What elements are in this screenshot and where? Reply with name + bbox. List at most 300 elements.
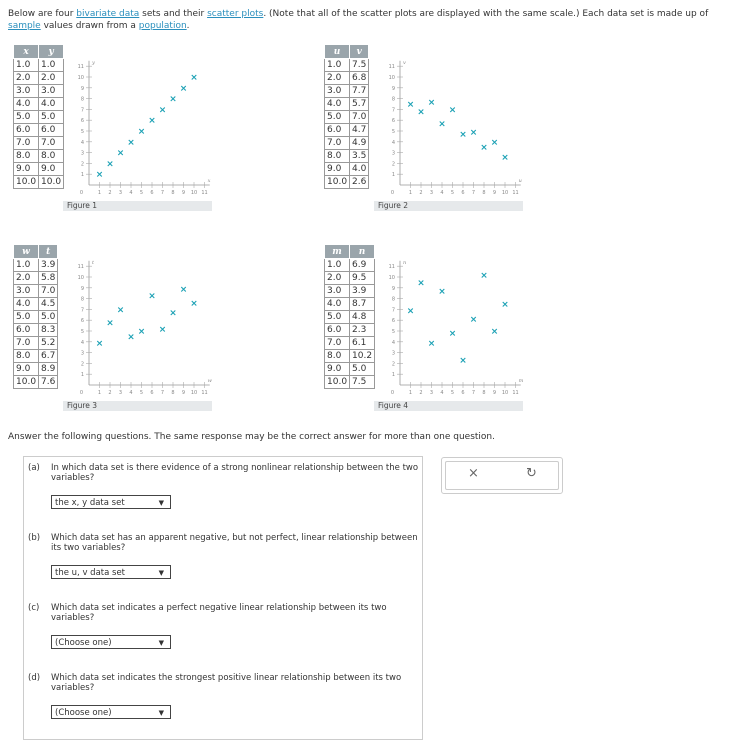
table-cell: 10.2 bbox=[350, 350, 375, 363]
y-tick-label: 9 bbox=[80, 285, 84, 292]
table-cell: 5.7 bbox=[350, 98, 369, 111]
x-tick-label: 6 bbox=[150, 190, 154, 196]
x-tick-label: 8 bbox=[171, 190, 175, 196]
table-cell: 8.0 bbox=[14, 350, 39, 363]
table-cell: 3.9 bbox=[39, 259, 58, 272]
x-tick-label: 2 bbox=[419, 390, 423, 396]
table-row bbox=[14, 72, 64, 85]
table-cell: 10.0 bbox=[325, 176, 350, 189]
data-point: × bbox=[127, 137, 135, 148]
data-point: × bbox=[427, 97, 436, 108]
x-tick-label: 7 bbox=[471, 390, 476, 396]
column-header-x: w bbox=[14, 245, 39, 259]
data-point: × bbox=[459, 356, 467, 367]
table-cell: 9.0 bbox=[14, 363, 39, 376]
y-tick-label: 11 bbox=[388, 64, 395, 71]
y-tick-label: 3 bbox=[391, 350, 395, 357]
y-tick-label: 10 bbox=[77, 75, 84, 81]
question-text: Which data set indicates a perfect negative linear relationship between its two variables? bbox=[51, 603, 387, 623]
data-point: × bbox=[95, 338, 104, 349]
table-row bbox=[14, 124, 64, 137]
data-point: × bbox=[106, 159, 114, 170]
y-tick-label: 4 bbox=[80, 139, 84, 146]
table-cell: 6.0 bbox=[14, 324, 39, 337]
x-tick-label: 8 bbox=[482, 390, 486, 396]
y-tick-label: 3 bbox=[80, 350, 84, 357]
dataset-4 bbox=[324, 244, 524, 410]
y-tick-label: 11 bbox=[77, 264, 84, 271]
data-point: × bbox=[106, 318, 114, 329]
data-point: × bbox=[417, 107, 425, 118]
data-point: × bbox=[190, 73, 198, 83]
table-cell: 2.0 bbox=[325, 272, 350, 285]
data-point: × bbox=[490, 327, 499, 337]
x-tick-label: 8 bbox=[171, 390, 175, 396]
y-tick-label: 8 bbox=[391, 96, 395, 103]
x-tick-label: 4 bbox=[129, 390, 133, 396]
table-cell: 1.0 bbox=[325, 259, 350, 272]
clear-icon[interactable]: × bbox=[468, 466, 479, 481]
question-text: Which data set has an apparent negative, but not perfect, linear relationship between its two variables? bbox=[51, 533, 418, 553]
data-point: × bbox=[179, 284, 188, 295]
question-label: (a) bbox=[28, 463, 40, 473]
action-panel-inner bbox=[445, 461, 559, 490]
table-row bbox=[325, 337, 375, 350]
table-cell: 10.0 bbox=[325, 376, 350, 389]
data-table bbox=[324, 244, 375, 389]
x-tick-label: 9 bbox=[181, 190, 186, 196]
table-cell: 9.0 bbox=[325, 363, 350, 376]
table-cell: 4.0 bbox=[14, 98, 39, 111]
data-point: × bbox=[158, 324, 167, 335]
x-tick-label: 6 bbox=[461, 190, 465, 196]
table-cell: 3.0 bbox=[325, 285, 350, 298]
table-row bbox=[325, 259, 375, 272]
table-cell: 9.0 bbox=[325, 163, 350, 176]
table-cell: 7.0 bbox=[325, 137, 350, 150]
y-tick-label: 9 bbox=[391, 85, 395, 92]
y-tick-label: 8 bbox=[391, 296, 395, 303]
data-point: × bbox=[148, 291, 156, 302]
question-label: (c) bbox=[28, 603, 40, 613]
data-point: × bbox=[148, 116, 156, 127]
table-row bbox=[325, 59, 369, 72]
y-tick-label: 11 bbox=[388, 264, 395, 271]
table-cell: 6.0 bbox=[39, 124, 64, 137]
table-cell: 4.9 bbox=[350, 137, 369, 150]
figure-caption: Figure 2 bbox=[374, 201, 523, 211]
table-row bbox=[325, 98, 369, 111]
answer-select-b[interactable] bbox=[51, 565, 171, 579]
table-cell: 1.0 bbox=[14, 59, 39, 72]
scatter-plot bbox=[71, 252, 211, 397]
column-header-x: m bbox=[325, 245, 350, 259]
table-row bbox=[325, 324, 375, 337]
column-header-y: n bbox=[350, 245, 375, 259]
y-tick-label: 2 bbox=[391, 161, 395, 168]
table-row bbox=[14, 337, 58, 350]
data-point: × bbox=[459, 130, 467, 141]
table-cell: 2.0 bbox=[39, 72, 64, 85]
table-cell: 7.6 bbox=[39, 376, 58, 389]
x-tick-label: 2 bbox=[108, 190, 112, 196]
y-tick-label: 8 bbox=[80, 296, 84, 303]
y-tick-label: 7 bbox=[391, 107, 395, 114]
table-cell: 5.0 bbox=[14, 311, 39, 324]
table-cell: 9.0 bbox=[14, 163, 39, 176]
dataset-3 bbox=[13, 244, 212, 410]
x-tick-label: 10 bbox=[190, 190, 198, 196]
table-row bbox=[14, 163, 64, 176]
x-tick-label: 11 bbox=[201, 390, 208, 396]
table-cell: 7.5 bbox=[350, 376, 375, 389]
table-cell: 5.2 bbox=[39, 337, 58, 350]
scatter-plot bbox=[382, 52, 522, 197]
y-tick-label: 1 bbox=[391, 172, 395, 179]
table-cell: 3.0 bbox=[325, 85, 350, 98]
data-point: × bbox=[469, 315, 478, 326]
x-tick-label: 11 bbox=[512, 190, 519, 196]
y-tick-label: 10 bbox=[77, 275, 84, 281]
table-cell: 4.0 bbox=[325, 298, 350, 311]
y-tick-label: 9 bbox=[80, 85, 84, 92]
x-tick-label: 1 bbox=[408, 390, 413, 396]
table-cell: 6.9 bbox=[350, 259, 375, 272]
table-cell: 10.0 bbox=[14, 376, 39, 389]
y-tick-label: 6 bbox=[80, 318, 84, 325]
table-row bbox=[14, 272, 58, 285]
table-cell: 4.0 bbox=[14, 298, 39, 311]
data-point: × bbox=[469, 128, 478, 139]
table-cell: 6.0 bbox=[14, 124, 39, 137]
table-row bbox=[325, 137, 369, 150]
question-text: Which data set indicates the strongest positive linear relationship between its two variables? bbox=[51, 673, 402, 693]
table-cell: 6.0 bbox=[325, 124, 350, 137]
x-tick-label: 1 bbox=[408, 190, 413, 196]
y-tick-label: 4 bbox=[391, 139, 395, 146]
x-tick-label: 7 bbox=[160, 390, 165, 396]
x-tick-label: 4 bbox=[440, 190, 444, 196]
y-tick-label: 3 bbox=[80, 150, 84, 157]
x-tick-label: 3 bbox=[429, 190, 434, 196]
question-text: In which data set is there evidence of a strong nonlinear relationship between the two variables? bbox=[51, 463, 419, 483]
y-tick-label: 7 bbox=[80, 107, 84, 114]
table-row bbox=[14, 376, 58, 389]
x-tick-label: 10 bbox=[501, 190, 509, 196]
table-row bbox=[14, 363, 58, 376]
y-tick-label: 5 bbox=[391, 329, 395, 335]
table-cell: 2.0 bbox=[325, 72, 350, 85]
y-tick-label: 1 bbox=[391, 372, 395, 379]
table-cell: 6.1 bbox=[350, 337, 375, 350]
table-cell: 6.8 bbox=[350, 72, 369, 85]
origin-label: 0 bbox=[390, 390, 394, 396]
x-tick-label: 4 bbox=[440, 390, 444, 396]
data-point: × bbox=[501, 300, 509, 310]
table-cell: 5.0 bbox=[14, 111, 39, 124]
x-tick-label: 1 bbox=[97, 390, 102, 396]
table-cell: 7.7 bbox=[350, 85, 369, 98]
x-tick-label: 6 bbox=[150, 390, 154, 396]
table-cell: 3.9 bbox=[350, 285, 375, 298]
data-point: × bbox=[169, 94, 177, 105]
data-table bbox=[13, 44, 64, 189]
data-point: × bbox=[448, 105, 457, 116]
table-row bbox=[325, 363, 375, 376]
answer-select-d[interactable] bbox=[51, 705, 171, 719]
table-cell: 3.0 bbox=[14, 285, 39, 298]
x-tick-label: 3 bbox=[429, 390, 434, 396]
x-tick-label: 11 bbox=[201, 190, 208, 196]
caret-down-icon: ▼ bbox=[158, 709, 164, 717]
data-point: × bbox=[95, 170, 104, 181]
y-tick-label: 2 bbox=[80, 161, 84, 168]
table-cell: 4.0 bbox=[325, 98, 350, 111]
x-tick-label: 5 bbox=[450, 390, 455, 396]
select-value: the x, y data set bbox=[55, 498, 125, 508]
figure-caption: Figure 3 bbox=[63, 401, 212, 411]
table-cell: 9.0 bbox=[39, 163, 64, 176]
x-axis-label: x bbox=[207, 178, 211, 184]
select-value: the u, v data set bbox=[55, 568, 126, 578]
answer-select-a[interactable] bbox=[51, 495, 171, 509]
table-cell: 8.0 bbox=[325, 150, 350, 163]
y-tick-label: 10 bbox=[388, 75, 395, 81]
scatter-plot bbox=[71, 52, 211, 197]
table-row bbox=[325, 272, 375, 285]
x-axis-label: u bbox=[518, 178, 522, 184]
table-cell: 5.0 bbox=[350, 363, 375, 376]
y-tick-label: 8 bbox=[80, 96, 84, 103]
table-row bbox=[325, 85, 369, 98]
table-cell: 7.0 bbox=[14, 137, 39, 150]
table-cell: 4.0 bbox=[350, 163, 369, 176]
y-tick-label: 5 bbox=[80, 129, 84, 135]
y-axis-label: n bbox=[403, 260, 407, 267]
answer-select-c[interactable] bbox=[51, 635, 171, 649]
table-cell: 8.7 bbox=[350, 298, 375, 311]
select-value: (Choose one) bbox=[55, 638, 112, 648]
y-tick-label: 11 bbox=[77, 64, 84, 71]
origin-label: 0 bbox=[390, 190, 394, 196]
caret-down-icon: ▼ bbox=[158, 499, 164, 507]
data-point: × bbox=[116, 305, 125, 316]
table-cell: 5.0 bbox=[39, 111, 64, 124]
y-tick-label: 5 bbox=[80, 329, 84, 335]
table-cell: 6.7 bbox=[39, 350, 58, 363]
table-cell: 7.0 bbox=[350, 111, 369, 124]
origin-label: 0 bbox=[79, 190, 83, 196]
y-tick-label: 9 bbox=[391, 285, 395, 292]
x-tick-label: 5 bbox=[139, 390, 144, 396]
data-point: × bbox=[438, 119, 446, 130]
table-cell: 7.0 bbox=[325, 337, 350, 350]
x-tick-label: 5 bbox=[139, 190, 144, 196]
x-tick-label: 8 bbox=[482, 190, 486, 196]
bivariate-data-link[interactable]: bivariate data bbox=[76, 9, 140, 19]
table-cell: 8.3 bbox=[39, 324, 58, 337]
table-row bbox=[325, 111, 369, 124]
x-tick-label: 9 bbox=[492, 190, 497, 196]
table-row bbox=[325, 376, 375, 389]
table-cell: 7.0 bbox=[39, 137, 64, 150]
table-row bbox=[14, 259, 58, 272]
table-cell: 5.0 bbox=[39, 311, 58, 324]
x-tick-label: 3 bbox=[118, 390, 123, 396]
scatter-plot bbox=[382, 252, 522, 397]
data-point: × bbox=[179, 83, 188, 94]
figure-caption: Figure 1 bbox=[63, 201, 212, 211]
x-axis-label: m bbox=[518, 378, 524, 384]
table-cell: 3.0 bbox=[39, 85, 64, 98]
table-cell: 3.0 bbox=[14, 85, 39, 98]
x-tick-label: 7 bbox=[160, 190, 165, 196]
data-point: × bbox=[501, 152, 509, 163]
table-cell: 10.0 bbox=[14, 176, 39, 189]
table-cell: 2.3 bbox=[350, 324, 375, 337]
table-cell: 7.0 bbox=[39, 285, 58, 298]
table-row bbox=[14, 59, 64, 72]
table-cell: 5.0 bbox=[325, 111, 350, 124]
y-tick-label: 7 bbox=[80, 307, 84, 314]
intro-text: Below are four bivariate data sets and their scatter plots. (Note that all of the scatter plots are displayed with the same scale.) Each data set is made up of sample values drawn from a population. bbox=[8, 9, 709, 31]
scatter-plots-link[interactable]: scatter plots bbox=[207, 9, 264, 19]
table-cell: 5.0 bbox=[325, 311, 350, 324]
data-point: × bbox=[406, 306, 415, 317]
table-cell: 1.0 bbox=[325, 59, 350, 72]
x-tick-label: 10 bbox=[501, 390, 509, 396]
table-cell: 10.0 bbox=[39, 176, 64, 189]
y-tick-label: 2 bbox=[391, 361, 395, 368]
column-header-y: v bbox=[350, 45, 369, 59]
table-row bbox=[14, 150, 64, 163]
y-tick-label: 4 bbox=[80, 339, 84, 346]
data-point: × bbox=[169, 308, 177, 319]
table-row bbox=[14, 111, 64, 124]
table-row bbox=[14, 98, 64, 111]
data-point: × bbox=[137, 127, 146, 137]
table-cell: 1.0 bbox=[14, 259, 39, 272]
table-row bbox=[325, 176, 369, 189]
table-cell: 3.5 bbox=[350, 150, 369, 163]
table-cell: 2.0 bbox=[14, 72, 39, 85]
x-tick-label: 3 bbox=[118, 190, 123, 196]
table-row bbox=[325, 150, 369, 163]
figure-caption: Figure 4 bbox=[374, 401, 523, 411]
y-tick-label: 1 bbox=[80, 372, 84, 379]
y-axis-label: v bbox=[403, 60, 406, 67]
column-header-x: u bbox=[325, 45, 350, 59]
table-cell: 5.8 bbox=[39, 272, 58, 285]
population-link[interactable]: population bbox=[138, 21, 187, 31]
y-tick-label: 2 bbox=[80, 361, 84, 368]
table-cell: 4.0 bbox=[39, 98, 64, 111]
x-tick-label: 11 bbox=[512, 390, 519, 396]
question-label: (b) bbox=[28, 533, 41, 543]
action-panel bbox=[441, 457, 563, 494]
data-point: × bbox=[438, 287, 446, 298]
table-row bbox=[14, 85, 64, 98]
data-point: × bbox=[406, 100, 415, 110]
answer-prompt: Answer the following questions. The same response may be the correct answer for more than one question. bbox=[8, 432, 495, 442]
x-tick-label: 1 bbox=[97, 190, 102, 196]
column-header-y: t bbox=[39, 245, 58, 259]
data-point: × bbox=[137, 327, 146, 337]
x-tick-label: 6 bbox=[461, 390, 465, 396]
x-tick-label: 4 bbox=[129, 190, 133, 196]
table-row bbox=[325, 350, 375, 363]
table-cell: 8.0 bbox=[14, 150, 39, 163]
x-tick-label: 2 bbox=[419, 190, 423, 196]
table-row bbox=[325, 298, 375, 311]
data-point: × bbox=[127, 332, 135, 343]
y-tick-label: 10 bbox=[388, 275, 395, 281]
caret-down-icon: ▼ bbox=[158, 569, 164, 577]
y-tick-label: 3 bbox=[391, 150, 395, 157]
table-cell: 2.6 bbox=[350, 176, 369, 189]
x-tick-label: 9 bbox=[492, 390, 497, 396]
table-row bbox=[325, 285, 375, 298]
select-value: (Choose one) bbox=[55, 708, 112, 718]
x-axis-label: w bbox=[207, 378, 212, 384]
table-row bbox=[325, 311, 375, 324]
data-point: × bbox=[116, 148, 125, 159]
table-row bbox=[14, 350, 58, 363]
table-cell: 4.5 bbox=[39, 298, 58, 311]
x-tick-label: 7 bbox=[471, 190, 476, 196]
table-row bbox=[325, 124, 369, 137]
column-header-y: y bbox=[39, 45, 64, 59]
table-row bbox=[325, 163, 369, 176]
y-tick-label: 6 bbox=[391, 318, 395, 325]
table-cell: 2.0 bbox=[14, 272, 39, 285]
y-tick-label: 6 bbox=[391, 118, 395, 125]
table-cell: 4.7 bbox=[350, 124, 369, 137]
data-point: × bbox=[490, 137, 499, 148]
y-axis-label: t bbox=[92, 260, 95, 267]
y-tick-label: 6 bbox=[80, 118, 84, 125]
data-table bbox=[13, 244, 58, 389]
y-tick-label: 5 bbox=[391, 129, 395, 135]
table-cell: 1.0 bbox=[39, 59, 64, 72]
y-tick-label: 1 bbox=[80, 172, 84, 179]
x-tick-label: 9 bbox=[181, 390, 186, 396]
data-point: × bbox=[190, 298, 198, 309]
table-cell: 8.0 bbox=[39, 150, 64, 163]
x-tick-label: 5 bbox=[450, 190, 455, 196]
reset-icon[interactable]: ↻ bbox=[526, 466, 537, 481]
y-tick-label: 7 bbox=[391, 307, 395, 314]
data-table bbox=[324, 44, 369, 189]
table-cell: 8.9 bbox=[39, 363, 58, 376]
table-row bbox=[14, 311, 58, 324]
question-label: (d) bbox=[28, 673, 41, 683]
dataset-1 bbox=[13, 44, 211, 210]
table-row bbox=[14, 176, 64, 189]
table-cell: 7.0 bbox=[14, 337, 39, 350]
caret-down-icon: ▼ bbox=[158, 639, 164, 647]
table-row bbox=[14, 137, 64, 150]
data-point: × bbox=[417, 278, 425, 289]
y-tick-label: 4 bbox=[391, 339, 395, 346]
data-point: × bbox=[158, 105, 167, 116]
data-point: × bbox=[448, 329, 457, 340]
origin-label: 0 bbox=[79, 390, 83, 396]
table-row bbox=[14, 285, 58, 298]
sample-link[interactable]: sample bbox=[8, 21, 41, 31]
data-point: × bbox=[427, 338, 436, 349]
table-cell: 6.0 bbox=[325, 324, 350, 337]
